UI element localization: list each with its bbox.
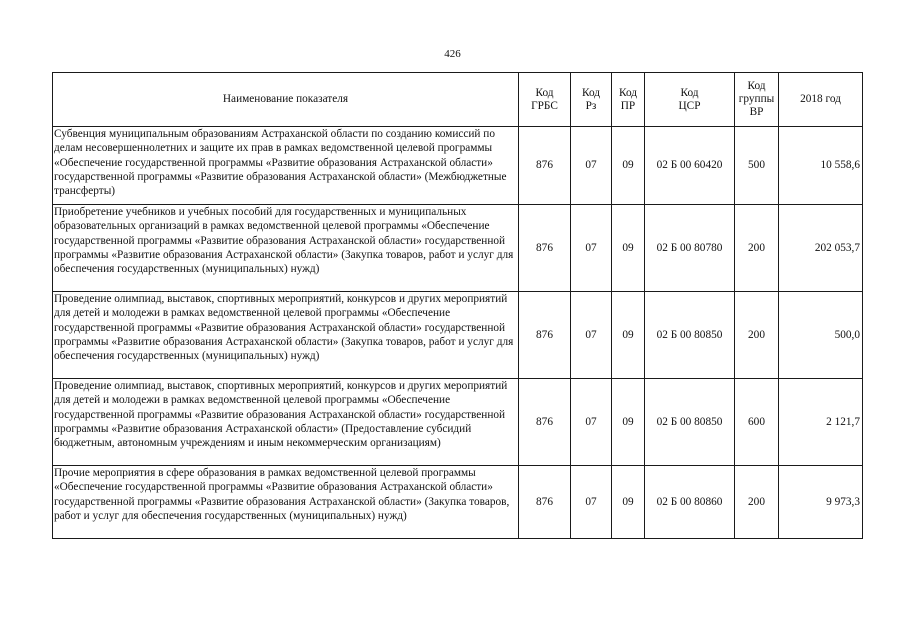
header-pr	[612, 73, 645, 127]
header-pr-line: ПР	[620, 99, 636, 112]
header-vr-line: ВР	[749, 106, 764, 118]
row-rz: 07	[571, 379, 612, 466]
row-amount: 9 973,3	[779, 466, 863, 539]
row-grbs: 876	[519, 205, 571, 292]
header-vr	[735, 73, 779, 127]
row-grbs: 876	[519, 466, 571, 539]
header-rz-line: Рз	[585, 99, 597, 112]
row-name: Субвенция муниципальным образованиям Астраханской области по созданию комиссий по делам несовершеннолетних и защите их прав в рамках ведомственной целевой программы «Обеспечение государственной программы «Развитие образования Астраханской области» государственной программы «Развитие образования Астраханской области» (Межбюджетные трансферты)	[53, 127, 519, 205]
header-pr-line: Код	[618, 86, 638, 99]
row-vr: 200	[735, 466, 779, 539]
row-grbs: 876	[519, 379, 571, 466]
row-pr: 09	[612, 466, 645, 539]
header-vr-line: группы	[738, 93, 775, 105]
header-grbs-line: Код	[535, 86, 554, 99]
row-vr: 200	[735, 292, 779, 379]
header-name: Наименование показателя	[53, 73, 519, 127]
row-csr: 02 Б 00 80860	[645, 466, 735, 539]
header-grbs	[519, 73, 571, 127]
row-amount: 2 121,7	[779, 379, 863, 466]
header-csr-line: ЦСР	[678, 99, 701, 112]
row-name: Проведение олимпиад, выставок, спортивных мероприятий, конкурсов и других мероприятий для детей и молодежи в рамках ведомственной целевой программы «Обеспечение государственной программы «Развитие образования Астраханской области» государственной программы «Развитие образования Астраханской области» (Предоставление субсидий бюджетным, автономным учреждениям и иным некоммерческим организациям)	[53, 379, 519, 466]
row-pr: 09	[612, 292, 645, 379]
page-number: 426	[444, 48, 461, 60]
row-amount: 500,0	[779, 292, 863, 379]
row-rz: 07	[571, 127, 612, 205]
table-row	[53, 466, 863, 539]
row-amount: 202 053,7	[779, 205, 863, 292]
row-rz: 07	[571, 466, 612, 539]
table-body	[53, 127, 863, 539]
row-pr: 09	[612, 379, 645, 466]
row-csr: 02 Б 00 80850	[645, 292, 735, 379]
row-grbs: 876	[519, 292, 571, 379]
table-row	[53, 205, 863, 292]
row-rz: 07	[571, 292, 612, 379]
table-row	[53, 127, 863, 205]
budget-table	[52, 72, 863, 539]
table-row	[53, 292, 863, 379]
header-vr-line: Код	[747, 80, 766, 92]
header-csr	[645, 73, 735, 127]
header-rz-line: Код	[581, 86, 601, 99]
header-year: 2018 год	[779, 73, 863, 127]
table-row	[53, 379, 863, 466]
row-name: Проведение олимпиад, выставок, спортивных мероприятий, конкурсов и других мероприятий для детей и молодежи в рамках ведомственной целевой программы «Обеспечение государственной программы «Развитие образования Астраханской области» государственной программы «Развитие образования Астраханской области» (Закупка товаров, работ и услуг для обеспечения государственных (муниципальных) нужд)	[53, 292, 519, 379]
header-rz	[571, 73, 612, 127]
row-amount: 10 558,6	[779, 127, 863, 205]
row-vr: 600	[735, 379, 779, 466]
header-csr-line: Код	[680, 86, 699, 99]
row-pr: 09	[612, 205, 645, 292]
table-header	[53, 73, 863, 127]
row-csr: 02 Б 00 60420	[645, 127, 735, 205]
row-name: Приобретение учебников и учебных пособий для государственных и муниципальных образовательных организаций в рамках ведомственной целевой программы «Обеспечение государственной программы «Развитие образования Астраханской области» государственной программы «Развитие образования Астраханской области» (Закупка товаров, работ и услуг для обеспечения государственных (муниципальных) нужд)	[53, 205, 519, 292]
row-csr: 02 Б 00 80850	[645, 379, 735, 466]
row-grbs: 876	[519, 127, 571, 205]
row-vr: 200	[735, 205, 779, 292]
header-grbs-line: ГРБС	[531, 99, 558, 112]
row-vr: 500	[735, 127, 779, 205]
row-pr: 09	[612, 127, 645, 205]
row-rz: 07	[571, 205, 612, 292]
row-csr: 02 Б 00 80780	[645, 205, 735, 292]
row-name: Прочие мероприятия в сфере образования в рамках ведомственной целевой программы «Обеспечение государственной программы «Развитие образования Астраханской области» государственной программы «Развитие образования Астраханской области» (Закупка товаров, работ и услуг для обеспечения государственных (муниципальных) нужд)	[53, 466, 519, 539]
